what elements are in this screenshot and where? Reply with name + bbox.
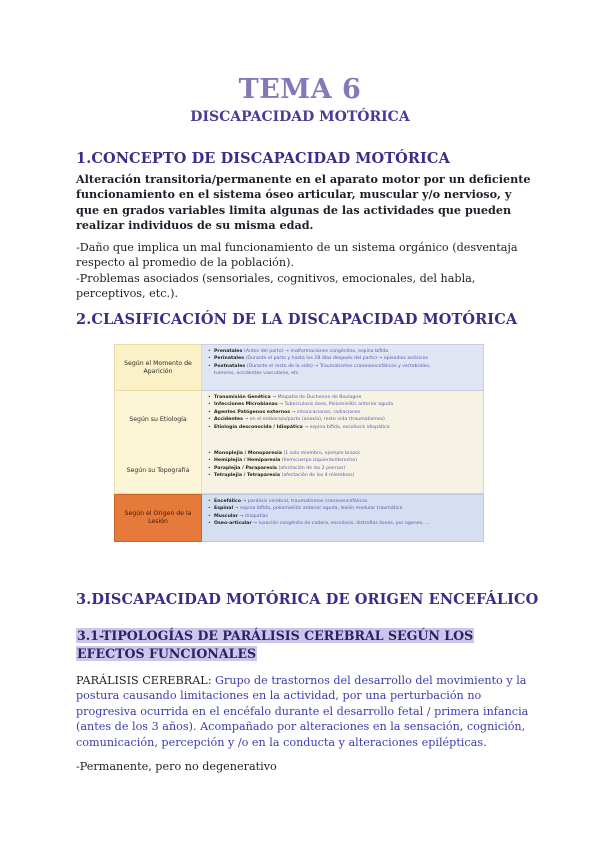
list-item: • Espinal → espina bífida, poliomielitis anterior aguda, lesión medular traumática: [208, 506, 403, 512]
row-label: Según su Topografía: [114, 449, 202, 494]
list-item: • Prenatales (Antes del parto) → malformaciones congénitas, espina bífida: [208, 349, 389, 354]
row-content: [202, 449, 484, 494]
list-item: • Transmisión Genética → Miopatía de Duchenne de Boulogne: [208, 395, 362, 400]
row-content: [202, 344, 484, 391]
page-subtitle: DISCAPACIDAD MOTÓRICA: [190, 109, 410, 125]
list-item: • Muscular → miopatías: [208, 513, 268, 519]
list-item: • Postnatales (Durante el resto de la vida) → Traumatismos craneoencefálicos y vertebrales,: [208, 363, 431, 369]
list-item: • Tetraplejia / Tetraparesia (afectación de los 4 miembros): [208, 473, 355, 479]
section-1-point-2: -Problemas asociados (sensoriales, cognitivos, emocionales, del habla, perceptivos, etc.).: [76, 272, 476, 301]
page-title: TEMA 6: [238, 74, 362, 105]
table-row: [114, 344, 484, 391]
row-content: [202, 494, 484, 542]
list-item: • Infecciones Microbianas → Tuberculosis ósea, Poliomielitis anterior aguda: [208, 402, 393, 408]
paralisis-cerebral-definition: [76, 673, 531, 750]
list-item: • Agentes Patógenos externos → intoxicaciones, radiaciones: [208, 409, 361, 415]
row-content: [202, 391, 484, 449]
list-item: • Monoplejia / Monoparesia (1 solo miembro, ejemplo brazo): [208, 451, 360, 456]
section-1-heading: 1.CONCEPTO DE DISCAPACIDAD MOTÓRICA: [76, 150, 450, 167]
section-3-point: -Permanente, pero no degenerativo: [76, 760, 277, 773]
table-row: [114, 391, 484, 437]
list-item: • Accidentes → en el embarazo/parto (anoxia), resto vida (traumatismos): [208, 417, 385, 423]
section-1-point-1: -Daño que implica un mal funcionamiento de un sistema orgánico (desventaja respecto al promedio de la población).: [76, 241, 518, 270]
list-item: • Hemiplejia / Hemiparesia (hemicuerpo izquierdo/derecho): [208, 458, 357, 464]
section-3-heading: 3.DISCAPACIDAD MOTÓRICA DE ORIGEN ENCEFÁLICO: [76, 591, 539, 608]
row-label: Según su Etiología: [114, 391, 202, 449]
table-row: [114, 449, 484, 494]
section-1-definition: Alteración transitoria/permanente en el aparato motor por un deficiente funcionamiento en el sistema óseo articular, muscular y/o nervioso, y que en grados variables limita algunas de las actividades que pueden realizar individuos de su misma edad.: [76, 172, 531, 233]
paralisis-cerebral-term: PARÁLISIS CEREBRAL:: [76, 674, 216, 687]
section-3-1-heading: 3.1-TIPOLOGÍAS DE PARÁLISIS CEREBRAL SEGÚN LOS EFECTOS FUNCIONALES: [77, 628, 474, 661]
section-2-heading: 2.CLASIFICACIÓN DE LA DISCAPACIDAD MOTÓRICA: [76, 311, 518, 328]
row-label: Según el Origen de la Lesión: [114, 494, 202, 542]
list-item: • Etiología desconocida / Idiopática → espina bífida, escoliosis idiopática: [208, 424, 390, 430]
classification-table: [114, 344, 484, 542]
table-row: [114, 494, 484, 542]
row-label: Según el Momento de Aparición: [114, 344, 202, 391]
list-item: • Perinatales (Durante el parto y hasta los 28 días después del parto) → episodios anóxicos: [208, 356, 428, 362]
list-item: • Encefálico → parálisis cerebral, traumatismos craneoencefálicos: [208, 499, 368, 504]
paralisis-cerebral-text: Grupo de trastornos del desarrollo del movimiento y la postura causando limitaciones en la actividad, por una perturbación no progresiva ocurrida en el encéfalo durante el desarrollo fetal / primera infancia (antes de los 3 años). Acompañado por alteraciones en la sensación, cognición, comunicación, percepción y /o en la conducta y alteraciones epilépticas.: [76, 674, 529, 749]
list-item: tumores, accidentes vasculares, etc.: [214, 371, 300, 377]
list-item: • Paraplejia / Paraparesia (afectación de las 2 piernas): [208, 465, 346, 471]
list-item: • Óseo-articular → luxación congénita de cadera, escoliosis, distrofias óseas, por agenes, ...: [208, 521, 430, 527]
